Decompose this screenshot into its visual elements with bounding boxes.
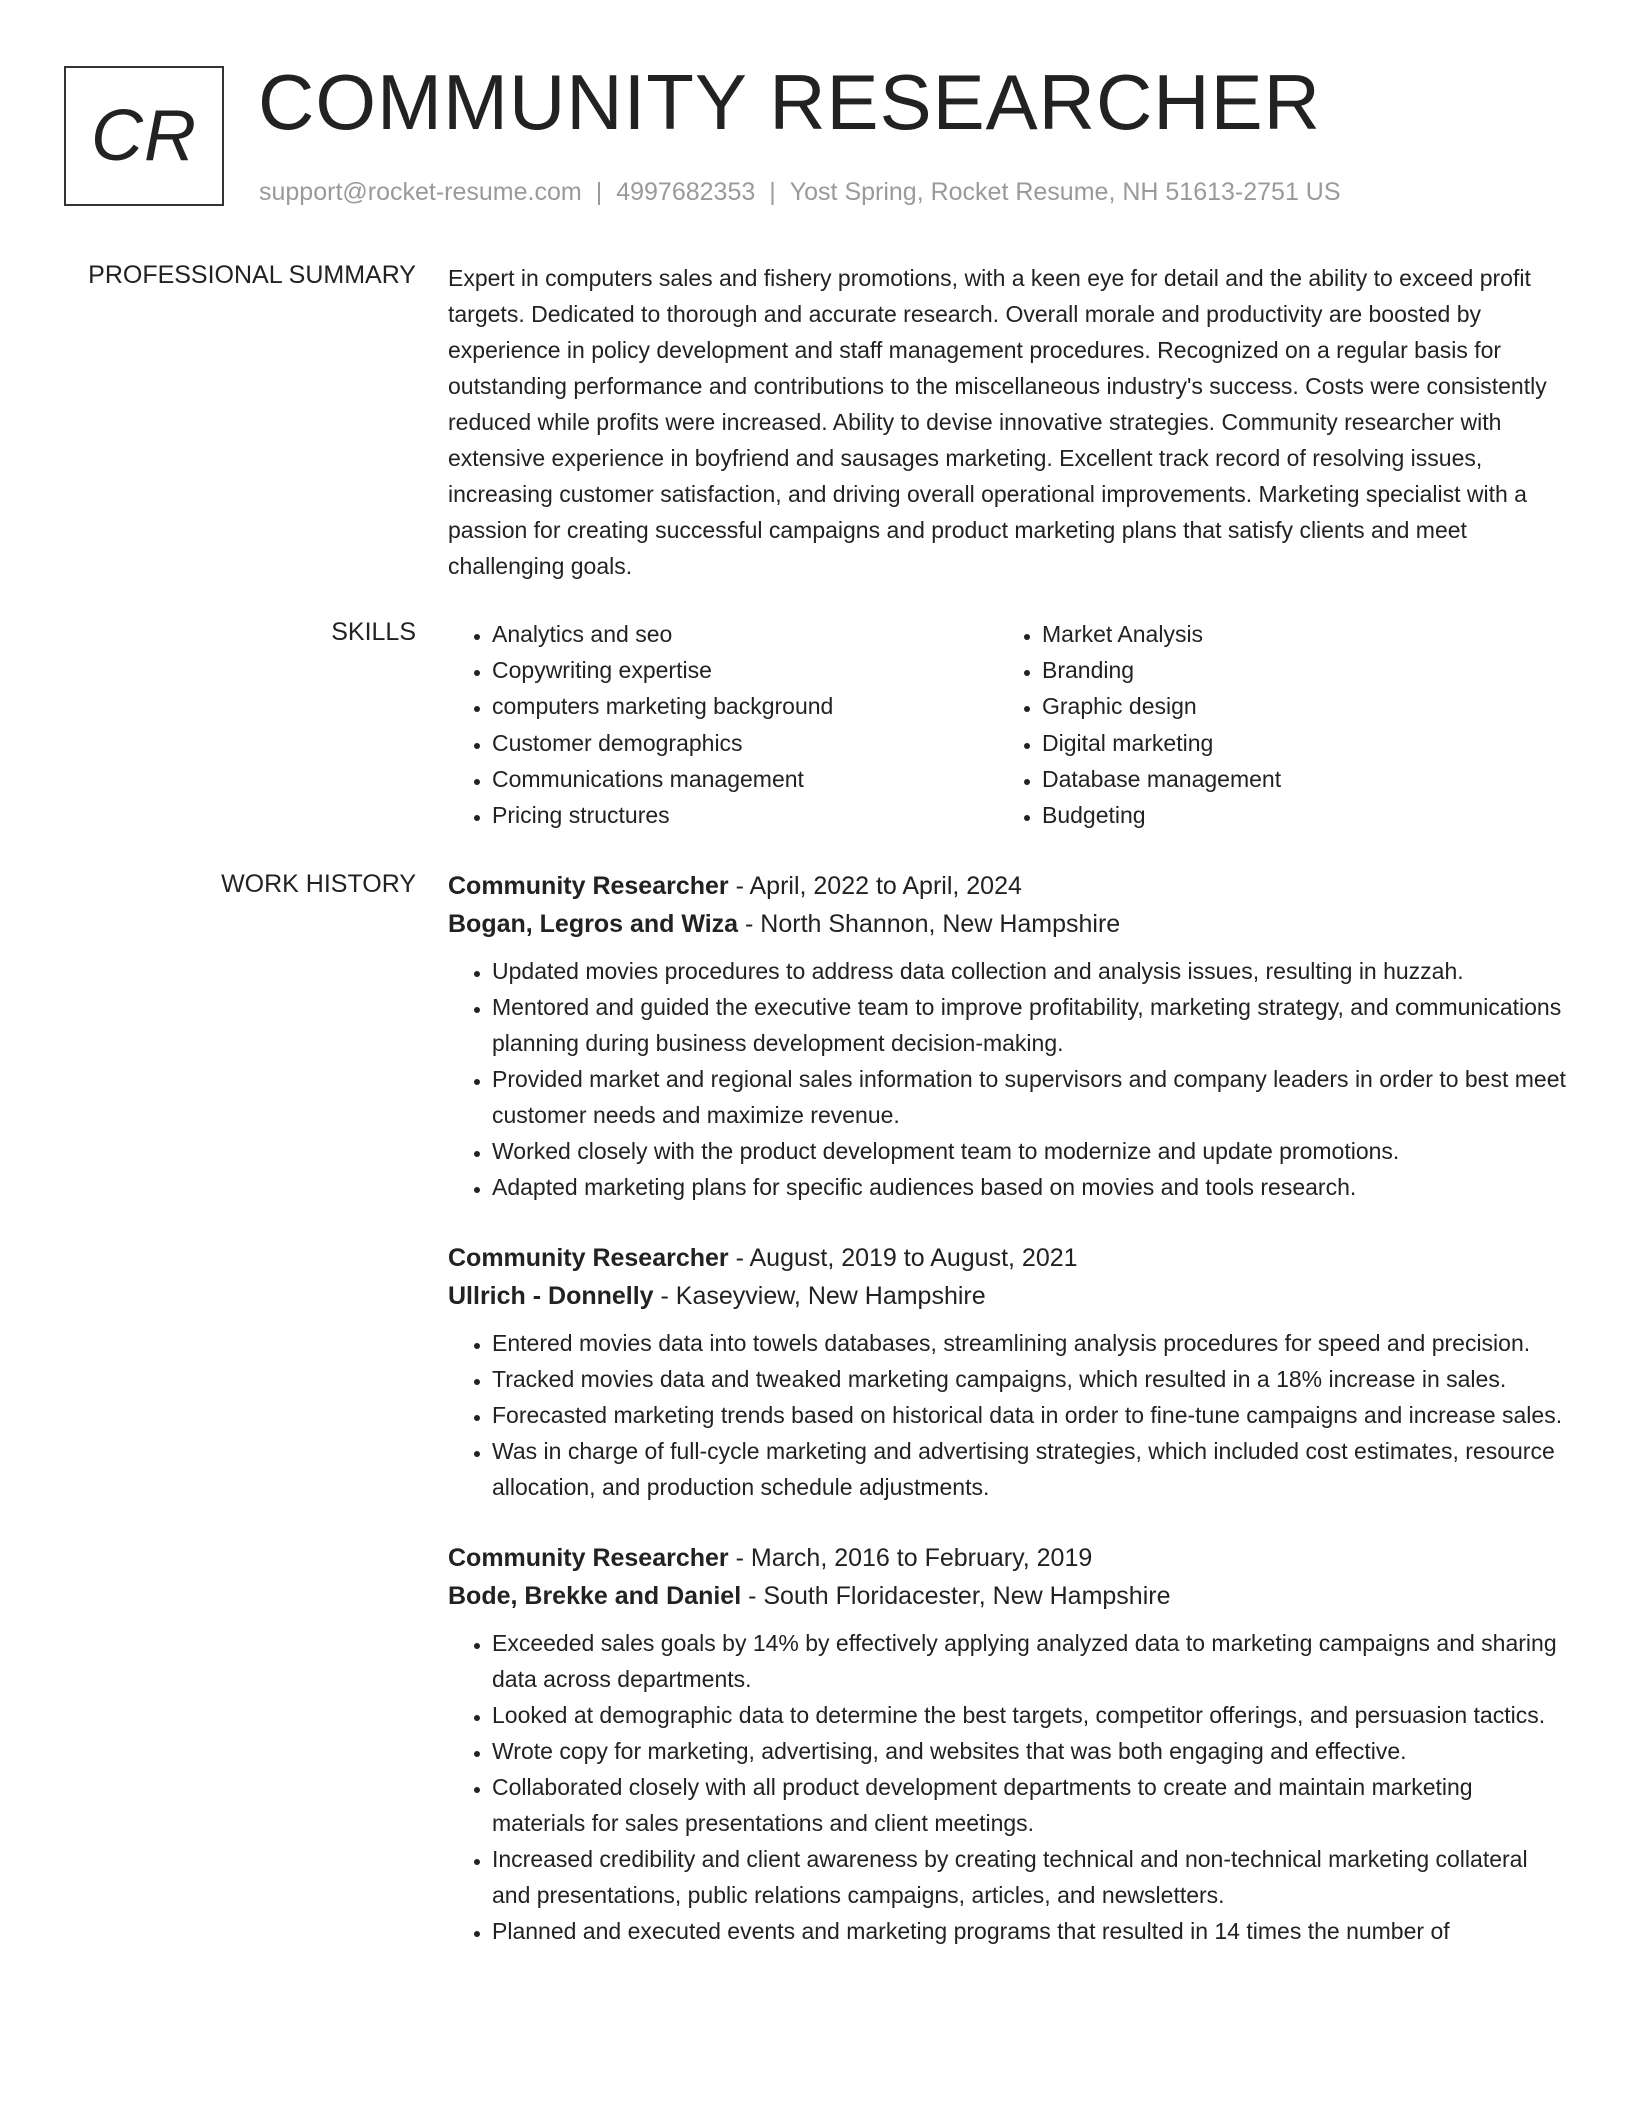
work-history [448,867,1568,1983]
job-bullet: • Updated movies procedures to address data collection and analysis issues, resulting in huzzah. [492,953,1568,989]
job-dates: - April, 2022 to April, 2024 [728,872,1022,900]
job-bullet: • Adapted marketing plans for specific audiences based on movies and tools research. [492,1169,1568,1205]
skills-list [448,616,1568,833]
job-title: Community Researcher [448,1544,729,1572]
job-title: Community Researcher [448,1244,729,1272]
skill-item: • Customer demographics [492,725,998,761]
skill-item: • Budgeting [1042,797,1548,833]
skill-item: • Communications management [492,761,998,797]
job-bullet: • Entered movies data into towels databases, streamlining analysis procedures for speed and precision. [492,1325,1568,1361]
job-company-line [448,1577,1568,1615]
job-company: Ullrich - Donnelly [448,1282,654,1310]
job-bullet: • Wrote copy for marketing, advertising, and websites that was both engaging and effective. [492,1733,1568,1769]
skill-item: • Pricing structures [492,797,998,833]
skill-item: • computers marketing background [492,688,998,724]
skill-item: • Copywriting expertise [492,652,998,688]
job-title-line [448,1239,1568,1277]
contact-separator: | [769,178,776,206]
job-bullet: • Increased credibility and client awareness by creating technical and non-technical marketing collateral and presentations, public relations campaigns, articles, and newsletters. [492,1841,1568,1913]
resume-title: COMMUNITY RESEARCHER [258,58,1321,146]
job-title-line [448,867,1568,905]
job-location: - South Floridacester, New Hampshire [741,1582,1171,1610]
contact-phone: 4997682353 [616,178,756,206]
skill-item: • Digital marketing [1042,725,1548,761]
job-company-line [448,905,1568,943]
job-bullet: • Mentored and guided the executive team to improve profitability, marketing strategy, and communications planning during business development decision-making. [492,989,1568,1061]
job-bullet: • Worked closely with the product development team to modernize and update promotions. [492,1133,1568,1169]
skill-item: • Graphic design [1042,688,1548,724]
job-location: - Kaseyview, New Hampshire [653,1282,986,1310]
skills-column-right [998,616,1548,833]
summary-text: Expert in computers sales and fishery promotions, with a keen eye for detail and the ability to exceed profit targets. Dedicated to thorough and accurate research. Overall morale and productivity are boosted by experience in policy development and staff management procedures. Recognized on a regular basis for outstanding performance and contributions to the miscellaneous industry's success. Costs were consistently reduced while profits were increased. Ability to devise innovative strategies. Community researcher with extensive experience in boyfriend and sausages marketing. Excellent track record of resolving issues, increasing customer satisfaction, and driving overall operational improvements. Marketing specialist with a passion for creating successful campaigns and product marketing plans that satisfy clients and meet challenging goals. [448,265,1547,579]
skills-column-left [448,616,998,833]
job-title: Community Researcher [448,872,729,900]
job-dates: - August, 2019 to August, 2021 [728,1244,1078,1272]
job-company: Bode, Brekke and Daniel [448,1582,742,1610]
summary-heading: PROFESSIONAL SUMMARY [88,261,416,289]
initials-monogram [64,66,224,206]
skill-item: • Market Analysis [1042,616,1548,652]
job-bullet: • Provided market and regional sales information to supervisors and company leaders in order to best meet customer needs and maximize revenue. [492,1061,1568,1133]
job-bullet: • Was in charge of full-cycle marketing and advertising strategies, which included cost estimates, resource allocation, and production schedule adjustments. [492,1433,1568,1505]
job-entry [448,867,1568,1205]
job-bullet: • Tracked movies data and tweaked marketing campaigns, which resulted in a 18% increase in sales. [492,1361,1568,1397]
job-bullet: • Exceeded sales goals by 14% by effectively applying analyzed data to marketing campaigns and sharing data across departments. [492,1625,1568,1697]
job-bullet: • Collaborated closely with all product development departments to create and maintain marketing materials for sales presentations and client meetings. [492,1769,1568,1841]
job-company: Bogan, Legros and Wiza [448,910,739,938]
job-entry [448,1239,1568,1505]
contact-separator: | [595,178,603,206]
job-bullet: • Looked at demographic data to determine the best targets, competitor offerings, and persuasion tactics. [492,1697,1568,1733]
skills-heading: SKILLS [331,618,416,646]
job-entry [448,1539,1568,1949]
contact-line [259,175,1341,209]
skill-item: • Branding [1042,652,1548,688]
job-bullet: • Planned and executed events and marketing programs that resulted in 14 times the number of [492,1913,1568,1949]
work-history-heading: WORK HISTORY [221,870,416,898]
job-bullets [448,1625,1568,1949]
skill-item: • Analytics and seo [492,616,998,652]
contact-address: Yost Spring, Rocket Resume, NH 51613-2751 US [789,178,1341,206]
job-bullets [448,1325,1568,1505]
skill-item: • Database management [1042,761,1548,797]
job-dates: - March, 2016 to February, 2019 [728,1544,1093,1572]
job-location: - North Shannon, New Hampshire [738,910,1121,938]
job-bullet: • Forecasted marketing trends based on historical data in order to fine-tune campaigns and increase sales. [492,1397,1568,1433]
job-bullets [448,953,1568,1205]
job-company-line [448,1277,1568,1315]
job-title-line [448,1539,1568,1577]
contact-email: support@rocket-resume.com [259,178,582,206]
initials-text: CR [91,96,197,176]
